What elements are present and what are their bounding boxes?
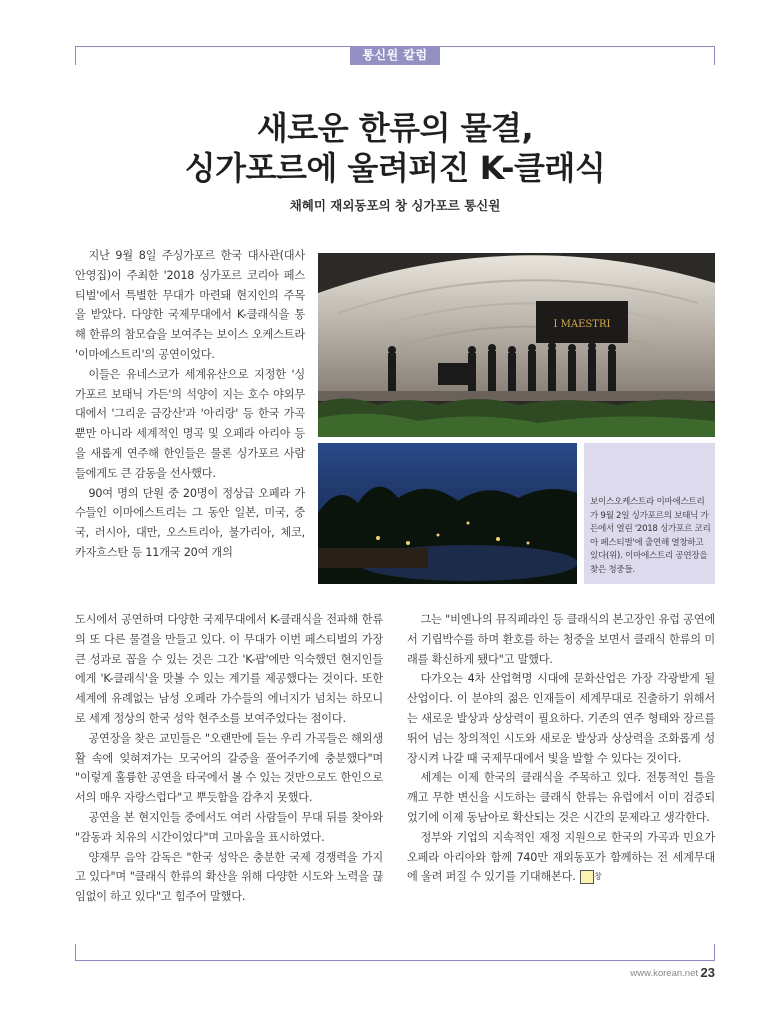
page-number: 23 bbox=[700, 965, 715, 980]
footer-url: www.korean.net bbox=[630, 968, 698, 979]
photo-caption: 보이스오케스트라 이마에스트리가 9월 2일 싱가포르의 보태닉 가든에서 열린 '2018 싱가포르 코리아 페스티벌'에 출연해 열창하고 있다(위). 이마에스트리 공연장을 찾은 청중들. bbox=[590, 497, 711, 575]
concert-stage-photo bbox=[318, 253, 715, 437]
article-end-icon: 창 bbox=[580, 870, 594, 884]
paragraph: 양재무 음악 감독은 "한국 성악은 충분한 국제 경쟁력을 가지고 있다"며 "클래식 한류의 확산을 위해 다양한 시도와 노력을 끊임없이 하고 있다"고 힘주어 말했다. bbox=[75, 850, 383, 904]
paragraph: 다가오는 4차 산업혁명 시대에 문화산업은 가장 각광받게 될 산업이다. 이 분야의 젊은 인재들이 세계무대로 진출하기 위해서는 새로운 발상과 상상력이 필요하다. 기존의 연주 형태와 장르를 뛰어 넘는 창의적인 시도와 새로운 발상과 상상력을 조화롭게 성장시켜 나갈 때 국제무대에서 빛을 발할 수 있다는 것이다. bbox=[407, 672, 715, 765]
byline: 채혜미 재외동포의 창 싱가포르 통신원 bbox=[289, 198, 501, 213]
bottom-frame-line bbox=[75, 944, 715, 961]
paragraph bbox=[407, 828, 715, 887]
article-column-bottom-left bbox=[75, 610, 383, 907]
paragraph: 90여 명의 단원 중 20명이 정상급 오페라 가수들인 이마에스트리는 그 동안 일본, 미국, 중국, 러시아, 대만, 오스트리아, 불가리아, 체코, 카자흐스탄 등 11개국 20여 개의 bbox=[75, 486, 305, 559]
article-column-right bbox=[407, 610, 715, 887]
paragraph: 공연을 본 현지인들 중에서도 여러 사람들이 무대 뒤를 찾아와 "감동과 치유의 시간이었다"며 고마움을 표시하였다. bbox=[75, 810, 383, 844]
paragraph: 그는 "비엔나의 뮤직페라인 등 클래식의 본고장인 유럽 공연에서 기립박수를 하며 환호를 하는 청중을 보면서 클래식 한류의 미래를 확신하게 됐다"고 말했다. bbox=[407, 613, 715, 666]
paragraph: 지난 9월 8일 주싱가포르 한국 대사관(대사 안영집)이 주최한 '2018 싱가포르 코리아 페스티벌'에서 특별한 무대가 마련돼 현지인의 주목을 받았다. 다양한 국제무대에서 K-클래식을 통해 한류의 참모습을 보여주는 보이스 오케스트라 '이마에스트리'의 공연이었다. bbox=[75, 249, 305, 361]
banner-text: I MAESTRI bbox=[553, 319, 611, 330]
paragraph-text: 정부와 기업의 지속적인 재정 지원으로 한국의 가곡과 민요가 오페라 아리아와 함께 740만 재외동포가 함께하는 전 세계무대에 울려 퍼질 수 있기를 기대해본다. bbox=[407, 830, 715, 884]
paragraph: 이들은 유네스코가 세계유산으로 지정한 '싱가포르 보태닉 가든'의 석양이 지는 호수 야외무대에서 '그리운 금강산'과 '아리랑' 등 한국 가곡뿐만 아니라 세계적인 명곡 및 오페라 아리아 등을 새롭게 연주해 한인들은 물론 싱가포르 사람들에게도 큰 감동을 선사했다. bbox=[75, 367, 305, 480]
paragraph: 도시에서 공연하며 다양한 국제무대에서 K-클래식을 전파해 한류의 또 다른 물결을 만들고 있다. 이 무대가 이번 페스티벌의 가장 큰 성과로 꼽을 수 있는 것은 그간 'K-팝'에만 익숙했던 현지인들에게 'K-클래식'을 맛볼 수 있는 계기를 제공했다는 것이다. 또한 세계에 유례없는 남성 오페라 가수들의 에너지가 넘치는 하모니로 세계 정상의 한국 성악 현주소를 보여주었다는 점이다. bbox=[75, 613, 383, 725]
garden-audience-photo bbox=[318, 443, 577, 584]
article-column-left bbox=[75, 246, 305, 563]
section-tag: 통신원 칼럼 bbox=[350, 46, 440, 65]
paragraph: 세계는 이제 한국의 클래식을 주목하고 있다. 전통적인 틀을 깨고 무한 변신을 시도하는 클래식 한류는 유럽에서 이미 검증되었기에 이제 동남아로 확산되는 것은 시간의 문제라고 생각한다. bbox=[407, 771, 715, 824]
page-title-line-2: 싱가포르에 울려퍼진 K-클래식 bbox=[184, 149, 606, 187]
paragraph: 공연장을 찾은 교민들은 "오랜만에 듣는 우리 가곡들은 해외생활 속에 잊혀져가는 모국어의 갈증을 풀어주기에 충분했다"며 "이렇게 훌륭한 공연을 타국에서 볼 수 있는 것만으로도 한인으로서의 매우 자랑스럽다"고 뿌듯함을 감추지 못했다. bbox=[75, 731, 383, 805]
page-title-line-1: 새로운 한류의 물결, bbox=[256, 109, 534, 147]
